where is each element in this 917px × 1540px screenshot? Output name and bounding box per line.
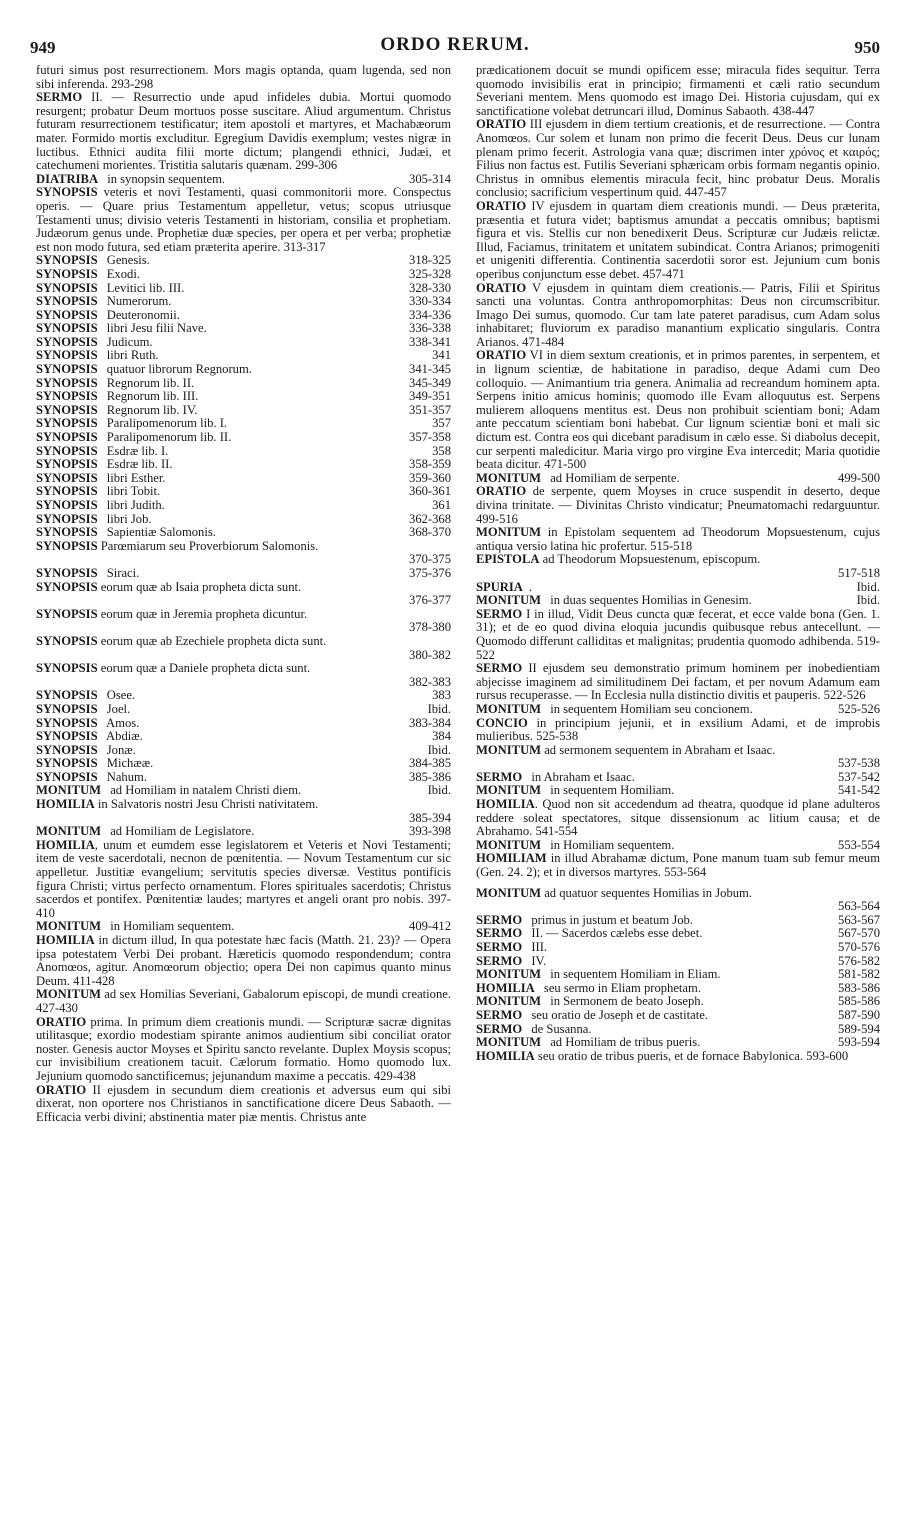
entry-pages: 360-361 [409, 484, 451, 499]
index-paragraph: SERMO II. — Resurrectio unde apud infideles dubia. Mortui quomodo resurgent; probatur Deum mortuos posse suscitare. Aliud argumentum. Christus futuram resurrectionem testificatur; item apostoli et martyres, et Machabæorum mater. Formido mortis excluditur. Egregium Davidis exemplum; vestes nigræ in luctibus. Ethnici audita filii morte dictum; plangendi ethnici, Judæi, et catechumeni morientes. Tristitia salutaris quænam. 299-306 [36, 90, 451, 173]
index-entry [36, 526, 451, 540]
entry-pages: 541-542 [838, 783, 880, 798]
entry-title: SYNOPSIS libri Esther. [36, 470, 166, 485]
entry-pages: 378-380 [409, 620, 451, 635]
index-entry [476, 1036, 880, 1050]
index-paragraph: HOMILIA, unum et eumdem esse legislatorem et Veteris et Novi Testamenti; item de veste sacerdotali, necnon de pœnitentia. — Novum Testamentum cur sic appelletur. Justitiæ evangelium; servitutis species diversæ. Vestitus pontificis figura Christi; virtus perfecto ornamentum. Flores spirituales sacerdotis; Christus sacerdos et pontifex. Pœnitentiæ laudes; martyres et angeli orant pro nobis. 397-410 [36, 837, 451, 920]
entry-pages: 368-370 [409, 525, 451, 540]
entry-pages: Ibid. [856, 593, 880, 608]
entry-pages: 570-576 [838, 940, 880, 954]
right-page-number: 950 [854, 38, 880, 57]
entry-pages: 305-314 [409, 171, 451, 186]
entry-title: SERMO in Abraham et Isaac. [476, 769, 635, 784]
entry-pages: 537-542 [838, 769, 880, 784]
index-entry [476, 784, 880, 798]
index-paragraph: SYNOPSIS veteris et novi Testamenti, quasi commonitorii more. Conspectus operis. — Quare prius Testamentum appelletur, vetus; scopus utriusque Testamenti unus; divisio veteris Testamenti in historiam, consilia et prophetiam. Judæorum genus unde. Prophetiæ duæ species, per opera et per verba; prophetiæ est non modo futura, sed etiam præterita aperire. 313-317 [36, 185, 451, 254]
index-entry [476, 955, 880, 969]
index-entry [36, 336, 451, 350]
index-entry [36, 513, 451, 527]
index-entry: MONITUM ad quatuor sequentes Homilias in Jobum. [476, 885, 752, 900]
entry-title: SERMO III. [476, 940, 548, 954]
index-entry [36, 703, 451, 717]
index-entry [476, 982, 880, 996]
index-entry [36, 717, 451, 731]
index-entry [36, 431, 451, 445]
index-entry [36, 349, 451, 363]
index-entry [476, 839, 880, 853]
index-entry [36, 757, 451, 771]
entry-title: SYNOPSIS Abdiæ. [36, 729, 143, 744]
running-header [30, 34, 880, 58]
index-entry: HOMILIA in Salvatoris nostri Jesu Christi nativitatem. [36, 797, 319, 812]
entry-title: MONITUM in Homiliam sequentem. [36, 919, 235, 934]
entry-title: MONITUM ad Homiliam de serpente. [476, 470, 680, 485]
entry-title: SYNOPSIS Esdræ lib. I. [36, 443, 169, 458]
entry-pages: 593-594 [838, 1035, 880, 1050]
index-entry: SYNOPSIS eorum quæ ab Ezechiele propheta dicta sunt. [36, 633, 327, 648]
entry-title: SYNOPSIS Regnorum lib. IV. [36, 402, 198, 417]
index-entry [476, 594, 880, 608]
entry-title: SYNOPSIS libri Job. [36, 511, 152, 526]
entry-pages: Ibid. [856, 579, 880, 594]
entry-pages: 587-590 [838, 1007, 880, 1022]
entry-title: SYNOPSIS Nahum. [36, 769, 147, 784]
entry-pages: 393-398 [409, 824, 451, 839]
entry-title: SYNOPSIS libri Jesu filii Nave. [36, 321, 207, 336]
entry-title: SYNOPSIS Osee. [36, 688, 136, 703]
entry-pages: 358 [432, 443, 451, 458]
index-entry [36, 472, 451, 486]
index-entry [36, 390, 451, 404]
entry-title: SERMO IV. [476, 953, 547, 968]
index-entry [36, 309, 451, 323]
entry-title: SYNOPSIS Genesis. [36, 253, 150, 268]
index-paragraph: ORATIO prima. In primum diem creationis mundi. — Scripturæ sacræ dignitas utilitasque; exordio modestiam spirante animos audientium sibi conciliat orator noster. Genesis auctor Moyses et Spiritu sancto revelante. Duplex Moysis scopus; cur invisibilium creationem tacuit. Cælorum formatio. Homo quomodo lux. Jejunium quomodo sanctificemus; jejunandum maxime a peccatis. 429-438 [36, 1014, 451, 1083]
index-entry [476, 703, 880, 717]
index-entry [476, 1009, 880, 1023]
entry-pages: 345-349 [409, 375, 451, 390]
entry-pages: 318-325 [409, 253, 451, 268]
left-column [36, 64, 451, 1124]
entry-pages: 517-518 [838, 565, 880, 580]
index-entry [476, 968, 880, 982]
entry-pages: 351-357 [409, 402, 451, 417]
entry-title: SERMO seu oratio de Joseph et de castitate. [476, 1007, 708, 1022]
entry-pages: 370-375 [409, 552, 451, 567]
entry-title: MONITUM ad Homiliam de tribus pueris. [476, 1035, 701, 1050]
index-entry [36, 377, 451, 391]
entry-title: SYNOPSIS Numerorum. [36, 294, 172, 309]
index-entry [36, 268, 451, 282]
entry-title: DIATRIBA in synopsin sequentem. [36, 171, 226, 186]
index-entry [36, 567, 451, 581]
entry-pages: 336-338 [409, 321, 451, 336]
entry-title: SYNOPSIS Sapientiæ Salomonis. [36, 525, 216, 540]
entry-pages: 341 [432, 348, 451, 363]
index-entry: SYNOPSIS eorum quæ a Daniele propheta dicta sunt. [36, 661, 311, 676]
entry-pages: 499-500 [838, 470, 880, 485]
index-paragraph: ORATIO II ejusdem in secundum diem creationis et adversus eum qui sibi dixerat, non oportere nos Christianos in sanctificatione dicere Deus Sabaoth. — Efficacia verbi divini; abstinentia mater piæ mentis. Christus ante [36, 1082, 451, 1124]
index-entry [36, 173, 451, 187]
entry-pages: 328-330 [409, 280, 451, 295]
entry-title: SYNOPSIS Regnorum lib. II. [36, 375, 195, 390]
entry-pages: 385-394 [409, 810, 451, 825]
entry-title: SYNOPSIS Paralipomenorum lib. II. [36, 430, 232, 445]
index-entry [36, 784, 451, 798]
index-paragraph: HOMILIA seu oratio de tribus pueris, et de fornace Babylonica. 593-600 [476, 1048, 849, 1063]
index-entry [36, 363, 451, 377]
entry-title: SYNOPSIS Siraci. [36, 565, 140, 580]
index-entry [36, 771, 451, 785]
index-entry [36, 417, 451, 431]
index-paragraph: HOMILIAM in illud Abrahamæ dictum, Pone manum tuam sub femur meum (Gen. 24. 2); et in diversos martyres. 553-564 [476, 851, 880, 880]
index-paragraph: ORATIO IV ejusdem in quartam diem creationis mundi. — Deus præterita, præsentia et futura videt; baptismus amundat a peccatis omnibus; baptismi figura et vis. Stellis cur non benedixerit Deus. Scripturæ cur Judæis relictæ. Illud, Faciamus, trinitatem et unitatem subindicat. Contra Arianos; primogeniti et unigeniti differentia. Continentia sacerdotii soror est. Jejunium cum bonis operibus conjunctum esse debet. 457-471 [476, 198, 880, 281]
index-paragraph: SERMO II ejusdem seu demonstratio primum hominem per inobedientiam abjecisse imaginem ad similitudinem Dei factam, et per novum Adamum eam rursus recuperasse. — In Ecclesia nulla distinctio divitis et pauperis. 522-526 [476, 661, 880, 703]
entry-pages: Ibid. [427, 742, 451, 757]
entry-pages: 583-586 [838, 980, 880, 995]
index-paragraph: MONITUM in Epistolam sequentem ad Theodorum Mopsuestenum, cujus antiqua versio latina hic profertur. 515-518 [476, 525, 880, 553]
entry-pages: 525-526 [838, 701, 880, 716]
index-entry [36, 404, 451, 418]
index-paragraph: ORATIO VI in diem sextum creationis, et in primos parentes, in serpentem, et in lignum scientiæ, de habitatione in paradiso, deque Adami cum Deo colloquio. — Animantium tria genera. Animalia ad recreandum hominem apta. Serpens initio amicus hominis; quomodo ille Evam alloquutus est. Serpens mulierem alloquens mentitus est. Deus non prohibuit scientiam boni; Adam ante peccatum scientiam boni habebat. Cur lignum scientiæ boni et mali sic dictum est. Contra eos qui dicebant paradisum in cælo esse. Si diabolus decepit, cur serpenti maledicitur. Maria virgo pro virgine Eva intercedit; Maria quotidie beata dicitur. 471-500 [476, 348, 880, 472]
index-entry: EPISTOLA ad Theodorum Mopsuestenum, episcopum. [476, 552, 761, 567]
index-entry [36, 295, 451, 309]
entry-title: MONITUM in sequentem Homiliam seu concionem. [476, 701, 753, 716]
entry-pages: 553-554 [838, 837, 880, 852]
index-paragraph: HOMILIA. Quod non sit accedendum ad theatra, quodque id plane adulteros reddere soleat spectatores, sitque dissensionum ac litium causa; et de Abrahamo. 541-554 [476, 797, 880, 839]
index-entry [476, 914, 880, 928]
entry-title: SYNOPSIS Exodi. [36, 266, 140, 281]
index-entry [476, 1023, 880, 1037]
index-entry [36, 689, 451, 703]
entry-pages: 362-368 [409, 511, 451, 526]
entry-pages: 361 [432, 498, 451, 512]
entry-pages: 359-360 [409, 470, 451, 485]
index-paragraph: SERMO I in illud, Vidit Deus cuncta quæ fecerat, et ecce valde bona (Gen. 1. 31); et de eo quod divina eloquia jucundis quibusque rebus antecellunt. — Quomodo differunt calliditas et malignitas; prudentia quomodo adhibenda. 519-522 [476, 606, 880, 662]
index-paragraph: HOMILIA in dictum illud, In qua potestate hæc facis (Matth. 21. 23)? — Opera ipsa potestatem Verbi Dei probant. Hæreticis quomodo respondendum; contra Anomœos, agitur. Anomœorum objectio; opera Dei non capimus quanto minus Deum. 411-428 [36, 933, 451, 988]
index-entry [476, 771, 880, 785]
index-entry: SYNOPSIS eorum quæ ab Isaia propheta dicta sunt. [36, 579, 302, 594]
entry-pages: 563-564 [838, 899, 880, 914]
entry-title: SYNOPSIS Amos. [36, 715, 140, 730]
entry-pages: Ibid. [427, 701, 451, 716]
entry-title: SYNOPSIS libri Ruth. [36, 348, 159, 363]
index-entry [36, 499, 451, 513]
entry-title: SYNOPSIS Judicum. [36, 334, 153, 349]
entry-title: MONITUM in sequentem Homiliam in Eliam. [476, 967, 721, 982]
index-entry [476, 472, 880, 486]
entry-title: SYNOPSIS Michææ. [36, 756, 154, 771]
entry-title: SYNOPSIS Paralipomenorum lib. I. [36, 416, 228, 431]
entry-pages: 341-345 [409, 362, 451, 377]
index-entry [36, 920, 451, 934]
index-entry [476, 581, 880, 595]
entry-pages: 357-358 [409, 430, 451, 445]
entry-title: SYNOPSIS Joel. [36, 701, 131, 716]
index-paragraph: ORATIO V ejusdem in quintam diem creationis.— Patris, Filii et Spiritus sancti una voluntas. Contra anthropomorphitas: Deus non circumscribitur. Imago Dei sumus, quomodo. Cur tam late pateret paradisus, cum Adam solus inhabitaret; fluviorum ex paradiso manantium explicatio singularis. Contra Arianos. 471-484 [476, 280, 880, 349]
entry-title: SYNOPSIS libri Tobit. [36, 484, 161, 499]
entry-title: MONITUM ad Homiliam in natalem Christi diem. [36, 783, 302, 798]
index-paragraph: futuri simus post resurrectionem. Mors magis optanda, quam lugenda, sed non sibi inferenda. 293-298 [36, 63, 451, 91]
entry-title: SYNOPSIS quatuor librorum Regnorum. [36, 362, 252, 377]
index-paragraph: ORATIO III ejusdem in diem tertium creationis, et de resurrectione. — Contra Anomœos. Cur solem et lunam non primo die fecerit Deus. Deus cur lunam plenam primo fecerit. Astrologia vana quæ; discrimen inter χρόνος et καιρός; Filius non factus est. Futilis Severiani sphæricam orbis formam negantis opinio. Christus in omnibus elementis miracula fecit, hinc probatur Deus. Moralis conclusio; sacrificium vespertinum quid. 447-457 [476, 117, 880, 200]
entry-pages: 375-376 [409, 565, 451, 580]
right-column [476, 64, 880, 1063]
entry-title: MONITUM ad Homiliam de Legislatore. [36, 824, 255, 839]
entry-pages: 563-567 [838, 912, 880, 927]
index-entry [476, 927, 880, 941]
page-title: ORDO RERUM. [380, 34, 530, 55]
index-entry [36, 282, 451, 296]
entry-pages: 589-594 [838, 1021, 880, 1036]
entry-pages: 330-334 [409, 294, 451, 309]
entry-pages: 409-412 [409, 919, 451, 934]
index-entry [36, 730, 451, 744]
index-entry [36, 445, 451, 459]
index-entry [476, 995, 880, 1009]
entry-title: HOMILIA seu sermo in Eliam prophetam. [476, 980, 701, 995]
entry-title: SYNOPSIS Deuteronomii. [36, 307, 180, 322]
index-paragraph: CONCIO in principium jejunii, et in exsilium Adami, et de improbis mulieribus. 525-538 [476, 715, 880, 744]
entry-pages: 358-359 [409, 457, 451, 472]
entry-pages: 383-384 [409, 715, 451, 730]
entry-pages: 537-538 [838, 756, 880, 771]
index-entry [36, 458, 451, 472]
entry-pages: 357 [432, 416, 451, 431]
index-entry [476, 941, 880, 955]
entry-pages: 382-383 [409, 674, 451, 689]
entry-title: SERMO de Susanna. [476, 1021, 592, 1036]
index-entry: SYNOPSIS Parœmiarum seu Proverbiorum Salomonis. [36, 538, 319, 553]
entry-pages: 576-582 [838, 953, 880, 968]
entry-title: SYNOPSIS Levitici lib. III. [36, 280, 185, 295]
entry-pages: 567-570 [838, 926, 880, 941]
index-entry [36, 825, 451, 839]
entry-title: MONITUM in Homiliam sequentem. [476, 837, 675, 852]
entry-pages: 325-328 [409, 266, 451, 281]
index-paragraph: ORATIO de serpente, quem Moyses in cruce suspendit in deserto, deque divina trinitate. — Divinitas Christo vindicatur; Pneumatomachi redarguuntur. 499-516 [476, 484, 880, 526]
entry-title: SYNOPSIS Jonæ. [36, 742, 136, 757]
entry-title: MONITUM in Sermonem de beato Joseph. [476, 994, 704, 1009]
entry-pages: 383 [432, 688, 451, 703]
index-paragraph: prædicationem docuit se mundi opificem esse; miracula fides sequitur. Terra quomodo invisibilis erat in principio; firmamenti et cæli ratio secundum Severiani mentem. Mens quomodo est imago Dei. Historia cujusdam, qui ex sanctificatione volebat detruncari illud, Dominus Sabaoth. 438-447 [476, 63, 880, 118]
index-entry [36, 744, 451, 758]
entry-pages: Ibid. [427, 783, 451, 798]
entry-title: SYNOPSIS libri Judith. [36, 498, 165, 512]
index-paragraph: MONITUM ad sex Homilias Severiani, Gabalorum episcopi, de mundi creatione. 427-430 [36, 987, 451, 1015]
entry-pages: 349-351 [409, 389, 451, 404]
entry-title: SERMO II. — Sacerdos cælebs esse debet. [476, 926, 703, 941]
entry-pages: 384 [432, 729, 451, 744]
left-page-number: 949 [30, 38, 56, 57]
index-entry [36, 254, 451, 268]
entry-title: MONITUM in sequentem Homiliam. [476, 783, 675, 798]
entry-pages: 581-582 [838, 967, 880, 982]
entry-title: SYNOPSIS Esdræ lib. II. [36, 457, 173, 472]
index-entry: MONITUM ad sermonem sequentem in Abraham et Isaac. [476, 742, 776, 757]
entry-title: SYNOPSIS Regnorum lib. III. [36, 389, 199, 404]
index-entry [36, 322, 451, 336]
entry-pages: 334-336 [409, 307, 451, 322]
entry-pages: 384-385 [409, 756, 451, 771]
entry-pages: 376-377 [409, 593, 451, 608]
entry-pages: 338-341 [409, 334, 451, 349]
entry-pages: 385-386 [409, 769, 451, 784]
index-entry [36, 485, 451, 499]
entry-title: SERMO primus in justum et beatum Job. [476, 912, 693, 927]
entry-title: SPURIA . [476, 579, 533, 594]
index-entry: SYNOPSIS eorum quæ in Jeremia propheta dicuntur. [36, 606, 308, 621]
entry-pages: 585-586 [838, 994, 880, 1009]
entry-title: MONITUM in duas sequentes Homilias in Genesim. [476, 593, 752, 608]
entry-pages: 380-382 [409, 647, 451, 662]
